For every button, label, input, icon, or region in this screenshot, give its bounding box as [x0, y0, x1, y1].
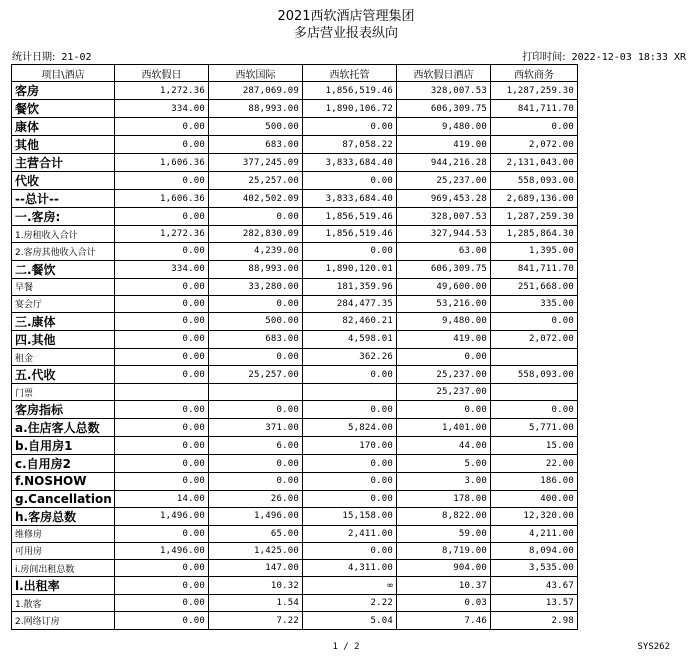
row-value: 1,856,519.46: [303, 226, 397, 243]
row-value: 8,719.00: [397, 542, 491, 559]
row-value: 0.00: [115, 243, 209, 260]
row-value: 59.00: [397, 525, 491, 542]
row-value: [303, 384, 397, 401]
row-value: 5,771.00: [491, 419, 578, 437]
row-value: 334.00: [115, 260, 209, 278]
row-label: 四.其他: [12, 330, 115, 348]
table-row: [12, 525, 578, 542]
row-value: 606,309.75: [397, 260, 491, 278]
row-value: 2,689,136.00: [491, 190, 578, 208]
table-row: [12, 384, 578, 401]
row-label: 租金: [12, 348, 115, 365]
row-value: 0.00: [115, 348, 209, 365]
row-value: [491, 384, 578, 401]
row-label: 餐饮: [12, 100, 115, 118]
row-value: 10.37: [397, 577, 491, 595]
row-value: 7.22: [209, 612, 303, 629]
stat-date-value: 21-02: [61, 52, 92, 63]
table-row: [12, 542, 578, 559]
row-value: 0.00: [115, 473, 209, 490]
row-value: 1,272.36: [115, 226, 209, 243]
row-label: h.客房总数: [12, 507, 115, 525]
print-time: [522, 48, 686, 63]
print-time-value: 2022-12-03 18:33 XR: [571, 52, 686, 63]
table-header-row: [12, 65, 578, 82]
column-header: 西软商务: [491, 65, 578, 82]
row-value: 8,822.00: [397, 507, 491, 525]
table-row: [12, 82, 578, 100]
table-row: [12, 612, 578, 629]
row-value: 402,502.09: [209, 190, 303, 208]
row-value: 5.04: [303, 612, 397, 629]
row-value: 1,401.00: [397, 419, 491, 437]
row-label: 二.餐饮: [12, 260, 115, 278]
row-value: 0.00: [303, 366, 397, 384]
row-label: 主营合计: [12, 154, 115, 172]
row-value: 3,833,684.40: [303, 190, 397, 208]
row-value: 0.00: [209, 348, 303, 365]
table-row: [12, 278, 578, 295]
column-header: 西软托管: [303, 65, 397, 82]
row-label: 2.客房其他收入合计: [12, 243, 115, 260]
row-label: 客房指标: [12, 401, 115, 419]
row-value: 0.00: [303, 401, 397, 419]
row-value: 0.00: [115, 295, 209, 312]
row-value: 53,216.00: [397, 295, 491, 312]
table-row: [12, 419, 578, 437]
column-header: 西软假日: [115, 65, 209, 82]
row-label: 1.散客: [12, 595, 115, 612]
table-row: [12, 154, 578, 172]
table-row: [12, 473, 578, 490]
table-row: [12, 208, 578, 226]
row-value: 0.00: [303, 172, 397, 190]
row-value: 0.00: [397, 348, 491, 365]
row-value: 82,460.21: [303, 312, 397, 330]
row-value: 2,072.00: [491, 330, 578, 348]
row-value: 88,993.00: [209, 100, 303, 118]
row-value: 0.00: [115, 172, 209, 190]
table-row: [12, 190, 578, 208]
row-label: 其他: [12, 136, 115, 154]
row-value: 0.00: [209, 401, 303, 419]
row-value: 419.00: [397, 136, 491, 154]
row-value: [209, 384, 303, 401]
row-value: 1,890,106.72: [303, 100, 397, 118]
row-value: 1,287,259.30: [491, 208, 578, 226]
stat-date-label: 统计日期:: [12, 52, 56, 63]
row-label: 代收: [12, 172, 115, 190]
row-value: 15.00: [491, 437, 578, 455]
row-label: c.自用房2: [12, 455, 115, 473]
row-label: b.自用房1: [12, 437, 115, 455]
row-value: 14.00: [115, 490, 209, 507]
table-row: [12, 260, 578, 278]
row-value: 1,856,519.46: [303, 208, 397, 226]
row-value: 87,058.22: [303, 136, 397, 154]
row-value: 328,007.53: [397, 82, 491, 100]
table-row: [12, 366, 578, 384]
row-value: 0.00: [115, 366, 209, 384]
row-value: 25,237.00: [397, 172, 491, 190]
row-value: 841,711.70: [491, 260, 578, 278]
row-value: 25,257.00: [209, 172, 303, 190]
row-label: 可用房: [12, 542, 115, 559]
report-code: SYS262: [637, 642, 670, 652]
row-value: 4,598.01: [303, 330, 397, 348]
row-value: 0.00: [115, 595, 209, 612]
table-row: [12, 490, 578, 507]
table-row: [12, 136, 578, 154]
table-row: [12, 100, 578, 118]
row-label: 2.网络订房: [12, 612, 115, 629]
row-value: 3,535.00: [491, 560, 578, 577]
row-value: 12,320.00: [491, 507, 578, 525]
row-value: 1,496.00: [115, 507, 209, 525]
row-value: 558,093.00: [491, 366, 578, 384]
row-value: 3.00: [397, 473, 491, 490]
row-value: 0.00: [303, 455, 397, 473]
row-label: l.出租率: [12, 577, 115, 595]
row-value: 371.00: [209, 419, 303, 437]
row-value: 0.00: [209, 455, 303, 473]
row-value: 377,245.09: [209, 154, 303, 172]
row-value: 181,359.96: [303, 278, 397, 295]
table-row: [12, 437, 578, 455]
row-value: 1,395.00: [491, 243, 578, 260]
row-value: 0.00: [115, 330, 209, 348]
row-value: 1,496.00: [115, 542, 209, 559]
row-value: 0.00: [115, 577, 209, 595]
report-subtitle: 多店营业报表纵向: [293, 26, 398, 41]
row-value: 0.00: [115, 312, 209, 330]
row-value: 0.03: [397, 595, 491, 612]
row-value: 5.00: [397, 455, 491, 473]
row-value: 904.00: [397, 560, 491, 577]
report-table: [11, 64, 578, 630]
row-value: 65.00: [209, 525, 303, 542]
row-value: 25,237.00: [397, 384, 491, 401]
row-value: 0.00: [115, 437, 209, 455]
row-value: 944,216.28: [397, 154, 491, 172]
row-value: 1,856,519.46: [303, 82, 397, 100]
row-label: 1.房租收入合计: [12, 226, 115, 243]
report-table-body: [12, 82, 578, 629]
row-value: 2.98: [491, 612, 578, 629]
row-value: 0.00: [115, 455, 209, 473]
row-value: 6.00: [209, 437, 303, 455]
table-row: [12, 401, 578, 419]
row-label: 客房: [12, 82, 115, 100]
row-value: 606,309.75: [397, 100, 491, 118]
row-value: 327,944.53: [397, 226, 491, 243]
row-label: 五.代收: [12, 366, 115, 384]
row-value: 49,600.00: [397, 278, 491, 295]
row-value: [115, 384, 209, 401]
row-value: 0.00: [491, 312, 578, 330]
row-label: 宴会厅: [12, 295, 115, 312]
row-value: 251,668.00: [491, 278, 578, 295]
row-value: 500.00: [209, 118, 303, 136]
table-row: [12, 243, 578, 260]
row-value: 0.00: [209, 208, 303, 226]
row-value: 284,477.35: [303, 295, 397, 312]
page-number: 1 / 2: [332, 642, 360, 652]
row-value: 26.00: [209, 490, 303, 507]
row-value: 8,094.00: [491, 542, 578, 559]
table-row: [12, 295, 578, 312]
table-row: [12, 118, 578, 136]
row-value: 0.00: [491, 401, 578, 419]
row-value: 5,824.00: [303, 419, 397, 437]
row-label: 维修房: [12, 525, 115, 542]
table-row: [12, 172, 578, 190]
row-value: 419.00: [397, 330, 491, 348]
row-value: 4,211.00: [491, 525, 578, 542]
table-row: [12, 312, 578, 330]
row-value: 44.00: [397, 437, 491, 455]
column-header: 西软国际: [209, 65, 303, 82]
row-value: 0.00: [115, 525, 209, 542]
row-value: 0.00: [209, 473, 303, 490]
row-value: 25,257.00: [209, 366, 303, 384]
row-value: 1,890,120.01: [303, 260, 397, 278]
row-value: 335.00: [491, 295, 578, 312]
row-value: 15,158.00: [303, 507, 397, 525]
row-value: 4,239.00: [209, 243, 303, 260]
row-value: 2,131,043.00: [491, 154, 578, 172]
row-value: 1,606.36: [115, 154, 209, 172]
row-value: 2,072.00: [491, 136, 578, 154]
row-value: 969,453.28: [397, 190, 491, 208]
row-value: 9,480.00: [397, 312, 491, 330]
row-value: 0.00: [303, 490, 397, 507]
table-row: [12, 455, 578, 473]
row-value: 0.00: [397, 401, 491, 419]
row-value: 22.00: [491, 455, 578, 473]
table-row: [12, 577, 578, 595]
row-value: 1.54: [209, 595, 303, 612]
row-label: 门票: [12, 384, 115, 401]
row-value: 0.00: [303, 118, 397, 136]
table-row: [12, 226, 578, 243]
report-title: 2021西软酒店管理集团: [277, 9, 415, 24]
column-header: 项目\酒店: [12, 65, 115, 82]
row-value: 33,280.00: [209, 278, 303, 295]
row-value: 3,833,684.40: [303, 154, 397, 172]
table-row: [12, 507, 578, 525]
row-label: 早餐: [12, 278, 115, 295]
row-value: 88,993.00: [209, 260, 303, 278]
row-value: 25,237.00: [397, 366, 491, 384]
print-time-label: 打印时间:: [522, 52, 566, 63]
row-value: 43.67: [491, 577, 578, 595]
row-value: 186.00: [491, 473, 578, 490]
table-row: [12, 330, 578, 348]
row-value: 2.22: [303, 595, 397, 612]
row-value: 63.00: [397, 243, 491, 260]
row-value: 0.00: [303, 542, 397, 559]
column-header: 西软假日酒店: [397, 65, 491, 82]
row-value: 1,606.36: [115, 190, 209, 208]
row-value: 1,287,259.30: [491, 82, 578, 100]
row-value: 0.00: [115, 136, 209, 154]
row-value: 7.46: [397, 612, 491, 629]
row-value: 287,069.09: [209, 82, 303, 100]
row-label: f.NOSHOW: [12, 473, 115, 490]
row-value: 0.00: [115, 278, 209, 295]
row-value: 0.00: [115, 401, 209, 419]
row-label: 三.康体: [12, 312, 115, 330]
row-value: 0.00: [209, 295, 303, 312]
row-value: 10.32: [209, 577, 303, 595]
row-value: 400.00: [491, 490, 578, 507]
row-value: 1,285,864.30: [491, 226, 578, 243]
row-value: 1,425.00: [209, 542, 303, 559]
table-row: [12, 595, 578, 612]
row-value: 362.26: [303, 348, 397, 365]
row-value: 2,411.00: [303, 525, 397, 542]
row-value: 282,830.09: [209, 226, 303, 243]
row-label: 康体: [12, 118, 115, 136]
row-value: 683.00: [209, 330, 303, 348]
row-value: 1,272.36: [115, 82, 209, 100]
row-value: 13.57: [491, 595, 578, 612]
row-value: 558,093.00: [491, 172, 578, 190]
row-value: 0.00: [303, 243, 397, 260]
row-value: 170.00: [303, 437, 397, 455]
row-value: 0.00: [491, 118, 578, 136]
table-row: [12, 348, 578, 365]
row-label: a.住店客人总数: [12, 419, 115, 437]
row-value: 683.00: [209, 136, 303, 154]
row-value: 334.00: [115, 100, 209, 118]
row-value: 0.00: [115, 208, 209, 226]
row-value: ∞: [303, 577, 397, 595]
row-value: 0.00: [115, 612, 209, 629]
row-value: 147.00: [209, 560, 303, 577]
row-value: 500.00: [209, 312, 303, 330]
row-label: 一.客房:: [12, 208, 115, 226]
row-value: 0.00: [115, 560, 209, 577]
row-label: --总计--: [12, 190, 115, 208]
row-value: 178.00: [397, 490, 491, 507]
table-row: [12, 560, 578, 577]
report-header: [0, 8, 692, 42]
row-value: 0.00: [115, 419, 209, 437]
row-label: g.Cancellation: [12, 490, 115, 507]
row-value: 1,496.00: [209, 507, 303, 525]
row-value: 0.00: [303, 473, 397, 490]
row-value: 4,311.00: [303, 560, 397, 577]
row-value: 9,480.00: [397, 118, 491, 136]
row-value: 0.00: [115, 118, 209, 136]
row-value: 841,711.70: [491, 100, 578, 118]
row-value: [491, 348, 578, 365]
row-value: 328,007.53: [397, 208, 491, 226]
stat-date: [12, 48, 92, 63]
row-label: i.房间出租总数: [12, 560, 115, 577]
